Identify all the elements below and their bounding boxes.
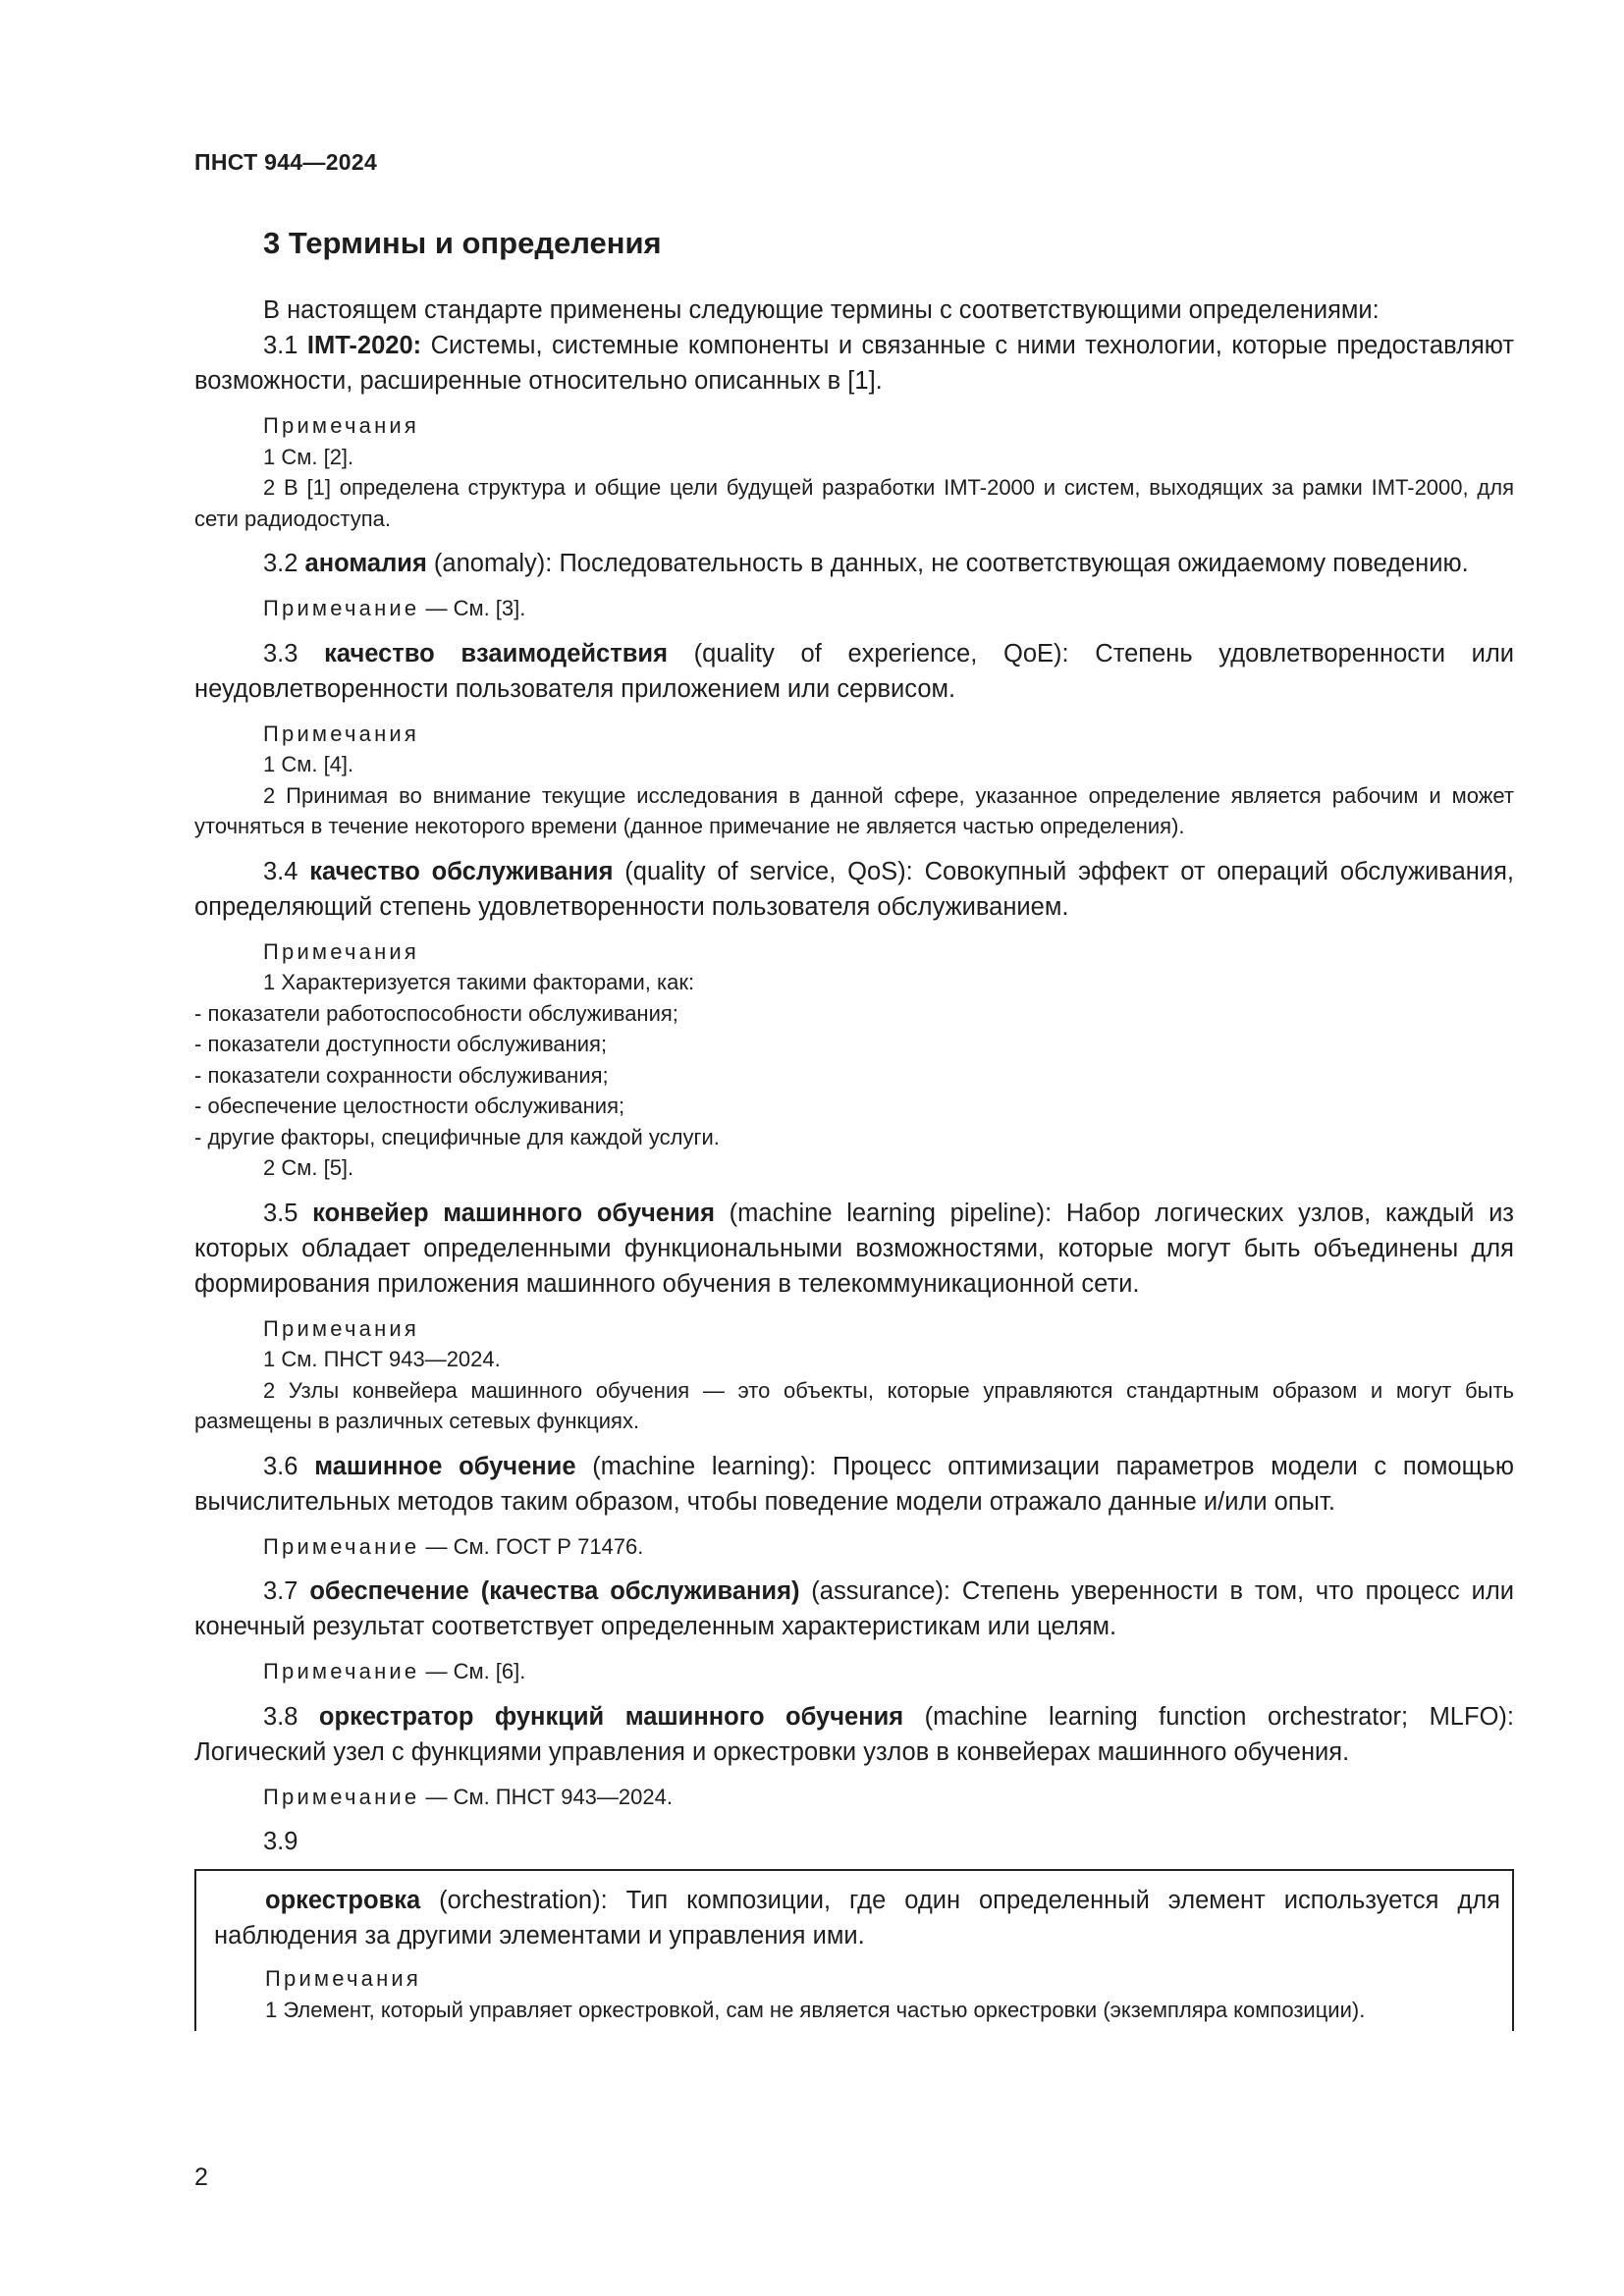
note-item: 2 В [1] определена структура и общие цели будущей разработки IMT-2000 и систем, выходящих за рамки IMT-2000, для сети радиодоступа. (194, 475, 1514, 531)
notes-3-1 (194, 410, 1514, 534)
note-label: Примечание (263, 1659, 420, 1683)
note-label: Примечание (263, 596, 420, 620)
term-definition: (machine learning pipeline): Набор логических узлов, каждый из которых обладает определенными функциональными возможностями, которые могут быть объединены для формирования приложения машинного обучения в телекоммуникационной сети. (194, 1199, 1515, 1298)
note-item: 1 Характеризуется такими факторами, как: (263, 970, 695, 994)
notes-3-3 (194, 719, 1514, 842)
note-item: 2 См. [5]. (263, 1155, 354, 1180)
page-number: 2 (194, 2163, 208, 2191)
note-list-item: - показатели доступности обслуживания; (194, 1032, 608, 1056)
term-number: 3.1 (263, 332, 298, 359)
note-line (194, 1531, 1514, 1563)
term-definition: (anomaly): Последовательность в данных, не соответствующая ожидаемому поведению. (426, 550, 1469, 577)
note-label: Примечание (263, 1533, 420, 1559)
term-name: качество взаимодействия (324, 639, 668, 667)
term-number: 3.6 (263, 1452, 298, 1480)
note-label: Примечание (263, 1784, 420, 1809)
note-line (194, 1782, 1514, 1813)
term-number: 3.8 (263, 1702, 298, 1731)
term-3-5 (194, 1196, 1514, 1302)
term-definition: (machine learning function orchestrator; MLFO): Логический узел с функциями управления и оркестровки узлов в конвейерах машинного обучения. (194, 1702, 1514, 1766)
notes-3-9 (214, 1963, 1500, 2025)
term-name: оркестратор функций машинного обучения (318, 1702, 904, 1731)
notes-3-6 (194, 1531, 1514, 1563)
term-3-1 (194, 328, 1514, 399)
term-name: обеспечение (качества обслуживания) (309, 1577, 800, 1605)
term-3-9-number: 3.9 (263, 1828, 298, 1855)
term-3-6 (194, 1449, 1514, 1520)
note-item: 2 Принимая во внимание текущие исследования в данной сфере, указанное определение является рабочим и может уточняться в течение некоторого времени (данное примечание не является частью определения). (194, 782, 1514, 838)
notes-3-4 (194, 936, 1514, 1184)
term-definition: (quality of experience, QoE): Степень удовлетворенности или неудовлетворенности пользователя приложением или сервисом. (194, 639, 1515, 703)
note-line (194, 593, 1514, 624)
term-number: 3.4 (263, 857, 298, 885)
note-item: 1 См. ПНСТ 943—2024. (263, 1347, 501, 1371)
term-name: IMT-2020: (306, 332, 422, 359)
note-list-item: - показатели работоспособности обслуживания; (194, 1000, 678, 1026)
notes-3-5 (194, 1313, 1514, 1437)
term-3-7 (194, 1574, 1514, 1644)
term-3-2 (194, 546, 1514, 581)
note-list-item: - другие факторы, специфичные для каждой услуги. (194, 1124, 720, 1149)
note-line (194, 1656, 1514, 1687)
note-text: — См. [3]. (419, 596, 526, 620)
term-3-8 (194, 1699, 1514, 1770)
term-definition: (machine learning): Процесс оптимизации параметров модели с помощью вычислительных методов таким образом, чтобы поведение модели отражало данные и/или опыт. (194, 1452, 1514, 1516)
notes-3-2 (194, 593, 1514, 624)
note-text: — См. ПНСТ 943—2024. (419, 1784, 673, 1809)
term-number: 3.2 (263, 550, 298, 577)
notes-label: Примечания (263, 721, 420, 746)
term-definition: (orchestration): Тип композиции, где один определенный элемент используется для наблюдения за другими элементами и управления ими. (214, 1887, 1500, 1949)
note-text: — См. [6]. (419, 1659, 526, 1683)
term-name: аномалия (304, 550, 427, 577)
notes-3-7 (194, 1656, 1514, 1687)
term-number: 3.5 (263, 1199, 298, 1227)
term-name: оркестровка (265, 1887, 421, 1914)
term-number: 3.3 (263, 639, 298, 667)
term-name: качество обслуживания (309, 857, 614, 885)
term-number: 3.7 (263, 1577, 298, 1605)
term-3-3 (194, 636, 1514, 707)
note-item: 1 Элемент, который управляет оркестровкой, сам не является частью оркестровки (экземпляра композиции). (265, 1997, 1366, 2022)
term-name: машинное обучение (314, 1452, 576, 1480)
term-definition: Системы, системные компоненты и связанные с ними технологии, которые предоставляют возможности, расширенные относительно описанных в [1]. (194, 332, 1514, 395)
section-content (194, 224, 1514, 2031)
note-item: 1 См. [2]. (263, 444, 354, 469)
note-item: 2 Узлы конвейера машинного обучения — это объекты, которые управляются стандартным образом и могут быть размещены в различных сетевых функциях. (194, 1377, 1514, 1433)
document-id: ПНСТ 944—2024 (194, 149, 378, 175)
term-3-4 (194, 854, 1514, 925)
notes-3-8 (194, 1782, 1514, 1813)
note-item: 1 См. [4]. (263, 752, 354, 776)
note-list-item: - показатели сохранности обслуживания; (194, 1062, 609, 1088)
note-list-item: - обеспечение целостности обслуживания; (194, 1094, 625, 1118)
notes-label: Примечания (263, 938, 420, 964)
section-title: 3 Термины и определения (263, 226, 662, 260)
term-name: конвейер машинного обучения (312, 1199, 715, 1227)
notes-label: Примечания (263, 413, 420, 438)
term-definition: (quality of service, QoS): Совокупный эффект от операций обслуживания, определяющий степень удовлетворенности пользователя обслуживанием. (194, 857, 1514, 921)
term-definition: (assurance): Степень уверенности в том, что процесс или конечный результат соответствует определенным характеристикам или целям. (194, 1577, 1514, 1640)
notes-label: Примечания (265, 1966, 422, 1991)
intro-text: В настоящем стандарте применены следующие термины с соответствующими определениями: (263, 296, 1380, 324)
note-text: — См. ГОСТ Р 71476. (419, 1533, 644, 1559)
notes-label: Примечания (263, 1315, 420, 1341)
term-3-9 (214, 1883, 1500, 1953)
term-3-9-box (194, 1869, 1514, 2031)
